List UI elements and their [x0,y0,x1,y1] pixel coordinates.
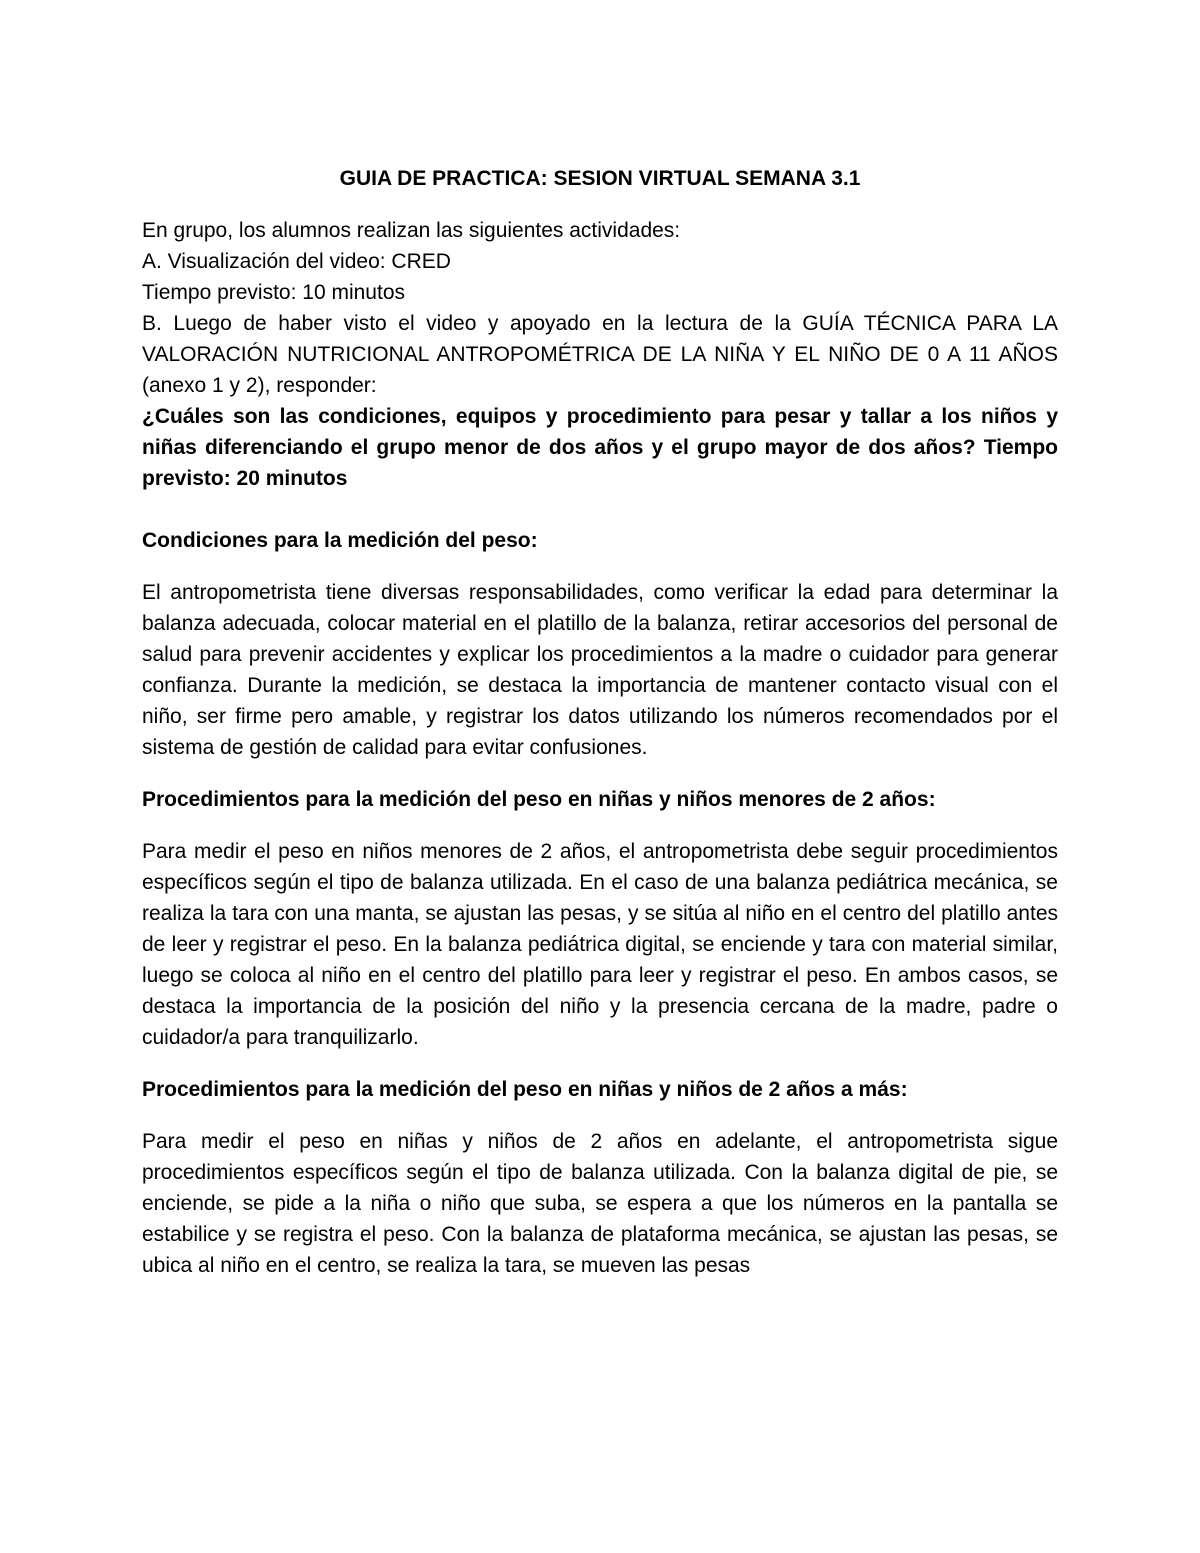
intro-line-instruccion: B. Luego de haber visto el video y apoyado en la lectura de la GUÍA TÉCNICA PARA LA VALORACIÓN NUTRICIONAL ANTROPOMÉTRICA DE LA NIÑA Y EL NIÑO DE 0 A 11 AÑOS (anexo 1 y 2), responder: [142,312,1058,397]
section-body-mayores-2: Para medir el peso en niñas y niños de 2 años en adelante, el antropometrista sigue procedimientos específicos según el tipo de balanza utilizada. Con la balanza digital de pie, se enciende, se pide a la niña o niño que suba, se espera a que los números en la pantalla se estabilice y se registra el peso. Con la balanza de plataforma mecánica, se ajustan las pesas, se ubica al niño en el centro, se realiza la tara, se mueven las pesas [142,1130,1058,1277]
spacer [142,763,1058,784]
spacer [142,1105,1058,1126]
intro-line-video: A. Visualización del video: CRED [142,250,451,273]
spacer [142,1053,1058,1074]
question-paragraph: ¿Cuáles son las condiciones, equipos y procedimiento para pesar y tallar a los niños y niñas diferenciando el grupo menor de dos años y el grupo mayor de dos años? Tiempo previsto: 20 minutos [142,405,1058,490]
document-title: GUIA DE PRACTICA: SESION VIRTUAL SEMANA 3.1 [339,167,861,190]
spacer [142,494,1058,525]
document-content [142,163,1058,1281]
section-heading-menores-2: Procedimientos para la medición del peso en niñas y niños menores de 2 años: [142,788,936,811]
spacer [142,556,1058,577]
section-body-condiciones: El antropometrista tiene diversas responsabilidades, como verificar la edad para determinar la balanza adecuada, colocar material en el platillo de la balanza, retirar accesorios del personal de salud para prevenir accidentes y explicar los procedimientos a la madre o cuidador para generar confianza. Durante la medición, se destaca la importancia de mantener contacto visual con el niño, ser firme pero amable, y registrar los datos utilizando los números recomendados por el sistema de gestión de calidad para evitar confusiones. [142,581,1058,759]
section-body-menores-2: Para medir el peso en niños menores de 2 años, el antropometrista debe seguir procedimientos específicos según el tipo de balanza utilizada. En el caso de una balanza pediátrica mecánica, se realiza la tara con una manta, se ajustan las pesas, y se sitúa al niño en el centro del platillo antes de leer y registrar el peso. En la balanza pediátrica digital, se enciende y tara con material similar, luego se coloca al niño en el centro del platillo para leer y registrar el peso. En ambos casos, se destaca la importancia de la posición del niño y la presencia cercana de la madre, padre o cuidador/a para tranquilizarlo. [142,840,1058,1049]
intro-line-tiempo: Tiempo previsto: 10 minutos [142,281,406,304]
spacer [142,815,1058,836]
section-heading-condiciones: Condiciones para la medición del peso: [142,529,538,552]
section-heading-mayores-2: Procedimientos para la medición del peso en niñas y niños de 2 años a más: [142,1078,908,1101]
intro-line-grupo: En grupo, los alumnos realizan las siguientes actividades: [142,219,681,242]
